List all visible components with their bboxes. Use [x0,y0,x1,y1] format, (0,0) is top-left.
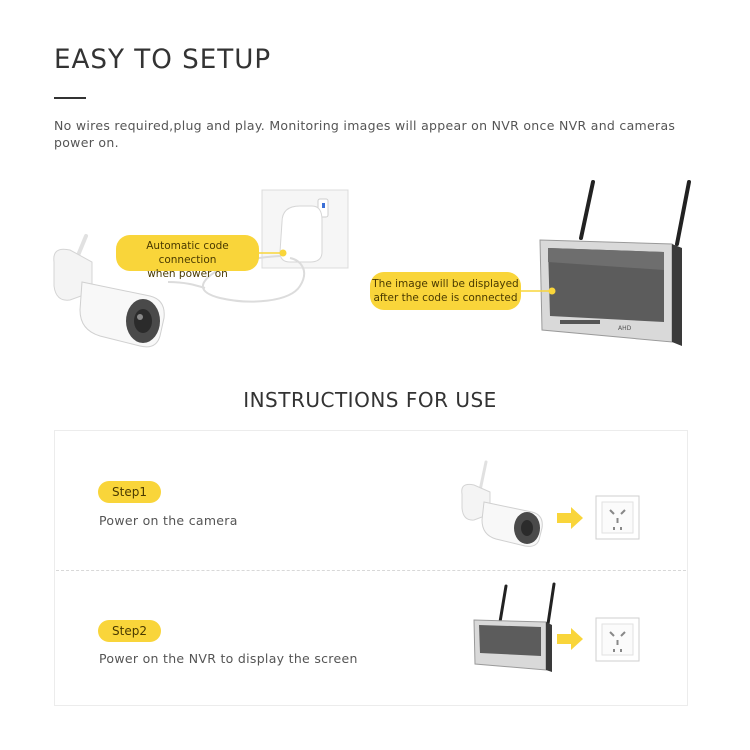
page-description: No wires required,plug and play. Monitoring images will appear on NVR once NVR and cameras power on. [54,118,676,150]
step-1-badge: Step1 [98,481,161,503]
step-2-badge: Step2 [98,620,161,642]
step-1-text: Power on the camera [99,513,238,528]
nvr-bezel-label: AHD [618,325,632,332]
camera-callout-line1: Automatic code connection [146,240,229,266]
camera-callout-line2: when power on [147,268,228,280]
arrow-right-icon [557,628,583,650]
nvr-callout-line1: The image will be displayed [372,278,519,290]
wall-outlet-icon [596,618,639,661]
instructions-title: INSTRUCTIONS FOR USE [243,388,497,412]
step-2-text: Power on the NVR to display the screen [99,651,358,666]
nvr-callout-line2: after the code is connected [373,292,518,304]
page-title: EASY TO SETUP [54,44,272,75]
nvr-monitor-icon [474,584,554,672]
